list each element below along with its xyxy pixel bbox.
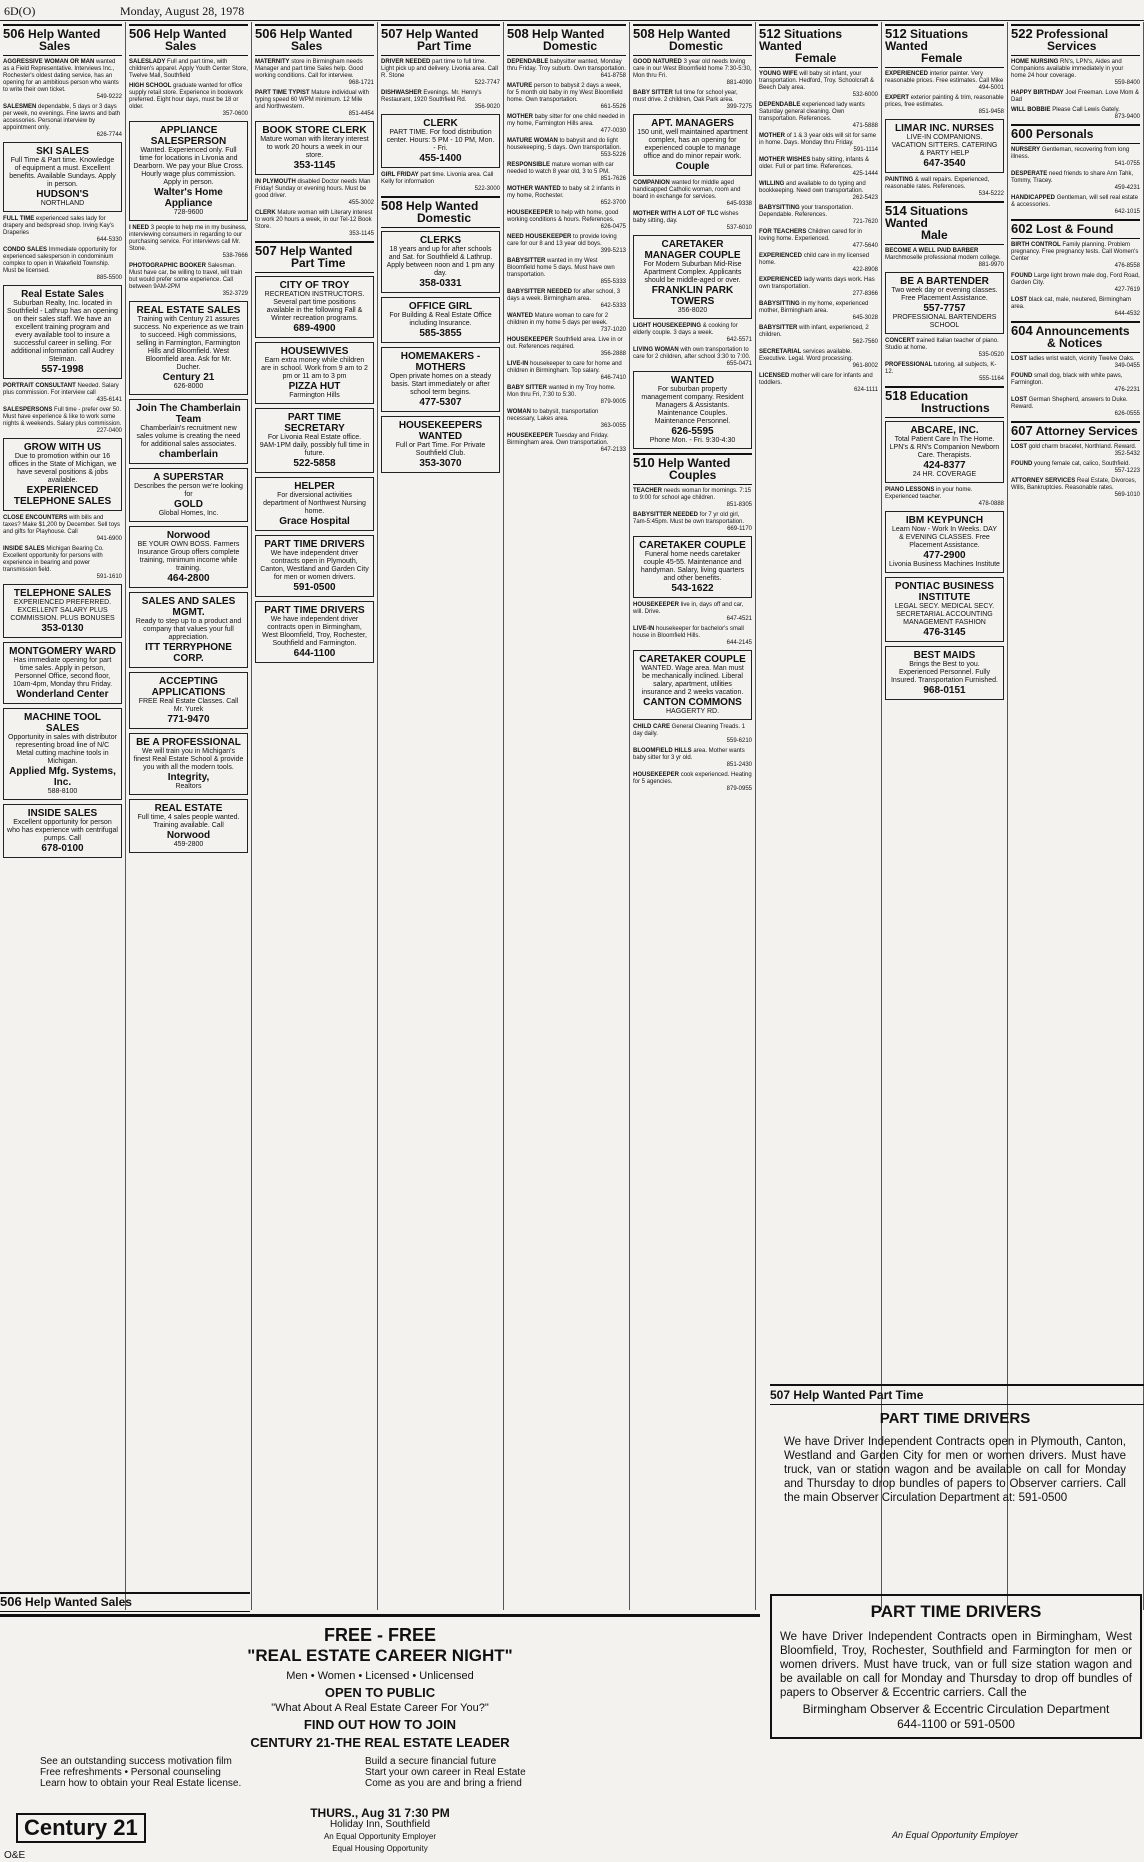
classified-ad: LOST gold charm bracelet, Northland. Reward. 352-5432 xyxy=(1011,444,1140,457)
drivers-ad-1 xyxy=(770,1410,1140,1505)
career-bullets xyxy=(40,1756,680,1789)
classified-ad: HOUSEKEEPER live in, days off and car, will. Drive. 647-4521 xyxy=(633,602,752,622)
display-ad: Join The Chamberlain Team Chamberlain's recruitment new sales volume is creating the need for additional sales associates. chamberlain xyxy=(129,399,248,464)
section-head: 506 Help Wanted Sales xyxy=(129,24,248,56)
classified-ad: IN PLYMOUTH disabled Doctor needs Man Friday! Sunday or evening hours. Must be good driver. 455-3002 xyxy=(255,179,374,206)
classified-ad: EXPERT exterior painting & trim, reasonable prices, free estimates. 851-9458 xyxy=(885,95,1004,115)
career-event xyxy=(260,1807,500,1855)
classified-ad: PIANO LESSONS in your home. Experienced teacher. 478-0888 xyxy=(885,487,1004,507)
classified-ad: PHOTOGRAPHIC BOOKER Salesman. Must have car, be willing to travel, will train but would prefer some experience. Call between 9AM-2PM 352-3729 xyxy=(129,263,248,297)
classified-ad: SALESLADY Full and part time, with children's apparel. Apply Youth Center Store, Twelve Mall, Southfield xyxy=(129,59,248,79)
display-ad: REAL ESTATE Full time, 4 sales people wanted. Training available. Call Norwood 459-2800 xyxy=(129,799,248,853)
section-head: 518 Education Instructions xyxy=(885,386,1004,418)
classified-ad: COMPANION wanted for middle aged handicapped Catholic woman, room and board in exchange for services. 645-9338 xyxy=(633,180,752,207)
section-head: 600 Personals xyxy=(1011,124,1140,144)
display-ad: APPLIANCE SALESPERSON Wanted. Experienced only. Full time for locations in Livonia and Dearborn. We pay your Blue Cross. Hourly wage plus commission. Apply in person. Walter's Home Appliance 728-9600 xyxy=(129,121,248,221)
classified-ad: WILL BOBBIE Please Call Lewis Gately. 873-9400 xyxy=(1011,107,1140,120)
display-ad: WANTED For suburban property management company. Resident Managers & Assistants. Maintenance Couples. Maintenance Personnel. 626-5595 Phone Mon. - Fri. 9:30-4:30 xyxy=(633,371,752,449)
display-ad: TELEPHONE SALES EXPERIENCED PREFERRED. EXCELLENT SALARY PLUS COMMISSION. PLUS BONUSES 353-0130 xyxy=(3,584,122,638)
classified-ad: BECOME A WELL PAID BARBER Marchmoselle professional modern college. 881-9970 xyxy=(885,248,1004,268)
section-head: 508 Help Wanted Domestic xyxy=(633,24,752,56)
career-company: CENTURY 21-THE REAL ESTATE LEADER xyxy=(250,1735,510,1750)
drivers-ad-2-title: PART TIME DRIVERS xyxy=(870,1602,1042,1621)
classified-ad: HOUSEKEEPER cook experienced. Heating for 5 agencies. 879-0955 xyxy=(633,772,752,792)
career-event-time: THURS., Aug 31 7:30 PM xyxy=(310,1806,450,1820)
drivers-ad-2-dept: Birmingham Observer & Eccentric Circulation Department xyxy=(802,1702,1110,1716)
classified-ad: DEPENDABLE experienced lady wants Saturday general cleaning. Own transportation. References. 471-5888 xyxy=(759,102,878,129)
display-ad: A SUPERSTAR Describes the person we're looking for GOLD Global Homes, Inc. xyxy=(129,468,248,522)
display-ad: ACCEPTING APPLICATIONS FREE Real Estate Classes. Call Mr. Yurek 771-9470 xyxy=(129,672,248,729)
classified-ad: CONDO SALES Immediate opportunity for experienced salesperson in condominium complex to open in Wakefield Township. Must be licensed. 885-5500 xyxy=(3,247,122,281)
career-find: FIND OUT HOW TO JOIN xyxy=(303,1717,457,1732)
classified-ad: DRIVER NEEDED part time to full time. Light pick up and delivery. Livonia area. Call R. Stone 522-7747 xyxy=(381,59,500,86)
classified-ad: SALESMEN dependable, 5 days or 3 days per week, no evenings. Fine lawns and bath accessories. Personal interview by appointment only. 626-7744 xyxy=(3,104,122,138)
section-head: 514 Situations Wanted Male xyxy=(885,201,1004,245)
display-ad: CLERKS 18 years and up for after schools and Sat. for Southfield & Lathrup. Apply between noon and 1 pm any day. 358-0331 xyxy=(381,231,500,293)
display-ad: APT. MANAGERS 150 unit, well maintained apartment complex, has an opening for experienced couple to manage office and do minor repair work. Couple xyxy=(633,114,752,176)
classified-ad: NURSERY Gentleman, recovering from long illness. 541-0755 xyxy=(1011,147,1140,167)
display-ad: CITY OF TROY RECREATION INSTRUCTORS. Several part time positions available in the following Fall & Winter recreation programs. 689-4900 xyxy=(255,276,374,338)
column-9 xyxy=(1008,22,1144,1610)
classified-ad: LIGHT HOUSEKEEPING & cooking for elderly couple. 3 days a week. 642-5571 xyxy=(633,323,752,343)
drivers-ad-1-title: PART TIME DRIVERS xyxy=(879,1410,1031,1427)
classified-ad: BABYSITTING in my home, experienced mother, Birmingham area. 645-3028 xyxy=(759,301,878,321)
career-venue: Holiday Inn, Southfield xyxy=(329,1819,431,1830)
drivers-ad-2-body: We have Driver Independent Contracts open in Birmingham, West Bloomfield, Troy, Rochester, Southfield and Farmington for men or women drivers. Must have truck, van or full size station wagon and be available on call for Monday and Thursday to drop off bundles of papers to Observer & Eccentric carriers. Call the xyxy=(780,1631,1132,1699)
classified-ad: AGGRESSIVE WOMAN OR MAN wanted as a Field Representative. Interviews Inc., Rochester's oldest dating service, has an opening for an ambitious person who wants to write their own ticket. 549-9222 xyxy=(3,59,122,100)
classified-ad: MATERNITY store in Birmingham needs Manager and part time Sales help. Good working conditions. Call for interview. 968-1721 xyxy=(255,59,374,86)
page-folio: 6D(O) xyxy=(4,4,36,18)
classified-ad: FOUND Large light brown male dog, Ford Road, Garden City. 427-7619 xyxy=(1011,273,1140,293)
classified-ad: FULL TIME experienced sales lady for drapery and bedspread shop. Irving Kay's Draperies 644-5330 xyxy=(3,216,122,243)
classified-ad: LIVE-IN housekeeper for bachelor's small house in Bloomfield Hills. 644-2145 xyxy=(633,626,752,646)
classified-ad: WOMAN to babysit, transportation necessary, Lakes area. 363-0055 xyxy=(507,409,626,429)
display-ad: LIMAR INC. NURSES LIVE-IN COMPANIONS. VACATION SITTERS. CATERING & PARTY HELP 647-3540 xyxy=(885,119,1004,173)
classified-ad: HOME NURSING RN's, LPN's, Aides and Companions available immediately in your home 24 hour coverage. 559-8400 xyxy=(1011,59,1140,86)
career-bullet: Start your own career in Real Estate xyxy=(365,1767,526,1778)
display-ad: OFFICE GIRL For Building & Real Estate Office including Insurance. 585-3855 xyxy=(381,297,500,343)
classified-ad: LOST ladies wrist watch, vicinity Twelve Oaks. 349-0455 xyxy=(1011,356,1140,369)
career-eoe: An Equal Opportunity Employer xyxy=(323,1832,437,1841)
drivers-ad-1-body: We have Driver Independent Contracts open in Plymouth, Canton, Westland and Garden City for men or women drivers. Must have truck, van or station wagon and be available on call for Monday and Thursday to drop bundles of papers to Observer carriers. Call the main Observer Circulation Department at: 591-0500 xyxy=(784,1436,1126,1504)
display-ad: PART TIME DRIVERS We have independent driver contracts open in Birmingham, West Bloomfield, Troy, Rochester, Southfield and Farmington. 644-1100 xyxy=(255,601,374,663)
display-ad: HOMEMAKERS - MOTHERS Open private homes on a steady basis. Start immediately or after school term begins. 477-5307 xyxy=(381,347,500,412)
column-8 xyxy=(882,22,1008,1610)
classified-ad: MOTHER WITH A LOT OF TLC wishes baby sitting, day. 537-6010 xyxy=(633,211,752,231)
display-ad: SALES AND SALES MGMT. Ready to step up to a product and company that values your full appreciation. ITT TERRYPHONE CORP. xyxy=(129,592,248,668)
career-headline: "REAL ESTATE CAREER NIGHT" xyxy=(247,1646,513,1665)
career-bullet: Free refreshments • Personal counseling xyxy=(40,1767,221,1778)
display-ad: MONTGOMERY WARD Has immediate opening for part time sales. Apply in person, Personnel Office, second floor, 10am-4pm, Monday thru Friday. Wonderland Center xyxy=(3,642,122,704)
classified-ad: HAPPY BIRTHDAY Joel Freeman. Love Mom & Dad xyxy=(1011,90,1140,103)
career-night-ad xyxy=(0,1614,760,1857)
section-head: 507 Help Wanted Part Time xyxy=(381,24,500,56)
section-head: 506 Help Wanted Sales xyxy=(255,24,374,56)
classified-ad: MATURE person to babysit 2 days a week, for 5 month old baby in my West Bloomfield home. Own transportation. 661-5526 xyxy=(507,83,626,110)
classified-ad: HANDICAPPED Gentleman, will sell real estate & accessories. 642-1015 xyxy=(1011,195,1140,215)
section-head: 602 Lost & Found xyxy=(1011,219,1140,239)
classified-ad: BABY SITTER full time for school year, must drive. 2 children, Oak Park area. 399-7275 xyxy=(633,90,752,110)
classified-ad: SALESPERSONS Full time - prefer over 50. Must have experience & like to work some nights & weekends. Salary plus commission. 227-0400 xyxy=(3,407,122,434)
column-2 xyxy=(126,22,252,1610)
classified-ad: BIRTH CONTROL Family planning. Problem pregnancy. Free pregnancy tests. Call Women's Center 476-8558 xyxy=(1011,242,1140,269)
display-ad: BOOK STORE CLERK Mature woman with literary interest to work 20 hours a week in our store. 353-1145 xyxy=(255,121,374,175)
column-1 xyxy=(0,22,126,1610)
career-housing: Equal Housing Opportunity xyxy=(332,1844,428,1853)
classified-ad: PAINTING & wall repairs. Experienced, reasonable rates. References. 534-5222 xyxy=(885,177,1004,197)
classified-ad: BABYSITTER NEEDED for 7 yr old girl, 7am-5:45pm. Must be own transportation. 669-1170 xyxy=(633,512,752,532)
classified-ad: PROFESSIONAL tutoring, all subjects, K-12. 555-1164 xyxy=(885,362,1004,382)
page-footer-code: O&E xyxy=(4,1850,26,1861)
display-ad: HELPER For diversional activities department of Northwest Nursing home. Grace Hospital xyxy=(255,477,374,531)
classified-ad: LICENSED mother will care for infants and toddlers. 624-1111 xyxy=(759,373,878,393)
career-question: "What About A Real Estate Career For You?" xyxy=(271,1702,489,1714)
display-ad: HOUSEWIVES Earn extra money while children are in school. Work from 9 am to 2 pm or 11 am to 3 pm PIZZA HUT Farmington Hills xyxy=(255,342,374,404)
classified-ad: FOUND small dog, black with white paws, Farmington. 476-2231 xyxy=(1011,373,1140,393)
classified-ad: CHILD CARE General Cleaning Treads. 1 day daily. 559-6210 xyxy=(633,724,752,744)
career-who: Men • Women • Licensed • Unlicensed xyxy=(286,1670,474,1682)
classified-ad: MOTHER baby sitter for one child needed in my home, Farmington Hills area. 477-0030 xyxy=(507,114,626,134)
section-head: 512 Situations Wanted Female xyxy=(759,24,878,68)
classified-ad: BABYSITTER NEEDED for after school, 3 days a week. Birmingham area. 642-5333 xyxy=(507,289,626,309)
classified-ad: MATURE WOMAN to babysit and do light housekeeping, 5 days. Own transportation. 553-5226 xyxy=(507,138,626,158)
classified-ad: FOR TEACHERS Children cared for in loving home. Experienced. 477-5640 xyxy=(759,229,878,249)
display-ad: IBM KEYPUNCH Learn Now - Work In Weeks. DAY & EVENING CLASSES. Free Placement Assistance. 477-2900 Livonia Business Machines Institute xyxy=(885,511,1004,573)
classified-ad: SECRETARIAL services available. Executive. Legal. Word processing. 961-8002 xyxy=(759,349,878,369)
part-time-section-head: 507 Help Wanted Part Time xyxy=(770,1384,1144,1405)
display-ad: HOUSEKEEPERS WANTED Full or Part Time. For Private Southfield Club. 353-3070 xyxy=(381,416,500,473)
classified-ad: PORTRAIT CONSULTANT Needed. Salary plus commission. For interview call 435-6141 xyxy=(3,383,122,403)
career-open: OPEN TO PUBLIC xyxy=(324,1685,436,1700)
classified-ad: WANTED Mature woman to care for 2 children in my home 5 days per week. 737-1020 xyxy=(507,313,626,333)
classified-ad: HOUSEKEEPER Tuesday and Friday. Birmingham area. Own transportation. 647-2133 xyxy=(507,433,626,453)
drivers-ad-2-eoe: An Equal Opportunity Employer xyxy=(891,1830,1019,1840)
page-header xyxy=(0,0,1144,21)
career-bullet: See an outstanding success motivation film xyxy=(40,1756,232,1767)
classified-ad: MOTHER of 1 & 3 year olds will sit for same in home. Days. Monday thru Friday. 591-1114 xyxy=(759,133,878,153)
classified-ad: CLERK Mature woman with Literary interest to work 20 hours a week, in our Tel-12 Book Store. 353-1145 xyxy=(255,210,374,237)
column-3 xyxy=(252,22,378,1610)
classified-ad: PART TIME TYPIST Mature individual with typing speed 60 WPM minimum. 12 Mile and Northwestern. 851-4454 xyxy=(255,90,374,117)
classified-ad: EXPERIENCED child care in my licensed home. 422-8908 xyxy=(759,253,878,273)
display-ad: PART TIME SECRETARY For Livonia Real Estate office. 9AM-1PM daily, possibly full time in future. 522-5858 xyxy=(255,408,374,473)
classified-ad: BLOOMFIELD HILLS area. Mother wants baby sitter for 3 yr old. 851-2430 xyxy=(633,748,752,768)
section-head: 604 Announcements & Notices xyxy=(1011,321,1140,353)
column-7 xyxy=(756,22,882,1610)
section-head: 507 Help Wanted Part Time xyxy=(255,241,374,273)
display-ad: PONTIAC BUSINESS INSTITUTE LEGAL SECY. MEDICAL SECY. SECRETARIAL ACCOUNTING MANAGEMENT FASHION 476-3145 xyxy=(885,577,1004,642)
display-ad: BE A PROFESSIONAL We will train you in Michigan's finest Real Estate School & provide you with all the modern tools. Integrity, Realtors xyxy=(129,733,248,795)
classified-ad: GOOD NATURED 3 year old needs loving care in our West Bloomfield home 7:30-5:30, Mon thru Fri. 881-4090 xyxy=(633,59,752,86)
display-ad: Norwood BE YOUR OWN BOSS. Farmers Insurance Group offers complete training, minimum income while training. 464-2800 xyxy=(129,526,248,588)
classified-ad: LIVE-IN housekeeper to care for home and children in Birmingham. Top salary. 646-7410 xyxy=(507,361,626,381)
classified-ad: BABYSITTER with infant, experienced, 2 children. 562-7560 xyxy=(759,325,878,345)
section-head: 506 Help Wanted Sales xyxy=(3,24,122,56)
drivers-ad-2 xyxy=(770,1594,1142,1739)
classified-ad: MOTHER WISHES baby sitting, infants & older. Full or part time. References. 425-1444 xyxy=(759,157,878,177)
classified-ad: YOUNG WIFE will baby sit infant, your transportation. Hedford, Troy. Schoolcraft & Beech Daly area. 532-6000 xyxy=(759,71,878,98)
display-ad: REAL ESTATE SALES Training with Century 21 assures success. No experience as we train to succeed. High commissions, selling in Farmington, Farmington Hills and Bloomfield. West Bloomfield area. Ask for Mr. Ducher. Century 21 626-8000 xyxy=(129,301,248,395)
career-bullet: Learn how to obtain your Real Estate license. xyxy=(40,1778,242,1789)
classified-ad: BABYSITTING your transportation. Dependable. References. 721-7620 xyxy=(759,205,878,225)
classified-ad: WILLING and available to do typing and bookkeeping. Need own transportation. 262-5423 xyxy=(759,181,878,201)
classified-ad: DESPERATE need friends to share Ann Tahk, Tommy, Tracey. 459-4231 xyxy=(1011,171,1140,191)
classified-ad: TEACHER needs woman for mornings. 7:15 to 9:00 for school age children. 851-8305 xyxy=(633,488,752,508)
section-head: 508 Help Wanted Domestic xyxy=(381,196,500,228)
display-ad: BE A BARTENDER Two week day or evening classes. Free Placement Assistance. 557-7757 PROFESSIONAL BARTENDERS SCHOOL xyxy=(885,272,1004,334)
classified-ad: EXPERIENCED interior painter. Very reasonable prices. Free estimates. Call Mike 494-5001 xyxy=(885,71,1004,91)
display-ad: CARETAKER COUPLE WANTED. Wage area. Man must be mechanically inclined. Liberal salary, apartment, utilities insurance and 2 weeks vacation. CANTON COMMONS HAGGERTY RD. xyxy=(633,650,752,720)
section-head: 607 Attorney Services xyxy=(1011,421,1140,441)
display-ad: GROW WITH US Due to promotion within our 16 offices in the State of Michigan, we have several positions & jobs available. EXPERIENCED TELEPHONE SALES xyxy=(3,438,122,511)
display-ad: CLERK PART TIME. For food distribution center. Hours: 5 PM - 10 PM, Mon. - Fri. 455-1400 xyxy=(381,114,500,168)
classified-ad: CLOSE ENCOUNTERS with bills and taxes? Make $1,200 by December. Sell toys and gifts for Playhouse. Call 941-6900 xyxy=(3,515,122,542)
display-ad: SKI SALES Full Time & Part time. Knowledge of equipment a must. Excellent benefits. Available Sundays. Apply in person. HUDSON'S NORTHLAND xyxy=(3,142,122,212)
display-ad: CARETAKER COUPLE Funeral home needs caretaker couple 45-55. Maintenance and handyman. Salary, living quarters and other benefits. 543-1622 xyxy=(633,536,752,598)
column-5 xyxy=(504,22,630,1610)
classified-ad: HOUSEKEEPER Southfield area. Live in or out. References required. 356-2888 xyxy=(507,337,626,357)
bottom-section-head: 506 Help Wanted Sales xyxy=(0,1592,250,1612)
section-head: 510 Help Wanted Couples xyxy=(633,453,752,485)
classified-columns xyxy=(0,22,1144,1610)
drivers-ad-2-phones: 644-1100 or 591-0500 xyxy=(897,1717,1015,1731)
classified-ad: EXPERIENCED lady wants days work. Has own transportation. 277-8366 xyxy=(759,277,878,297)
page-date: Monday, August 28, 1978 xyxy=(120,4,245,18)
classified-ad: CONCERT trained Italian teacher of piano. Studio at home. 535-0520 xyxy=(885,338,1004,358)
classified-ad: DEPENDABLE babysitter wanted, Monday thru Friday. Troy suburb. Own transportation. 641-8758 xyxy=(507,59,626,79)
section-head: 508 Help Wanted Domestic xyxy=(507,24,626,56)
career-free: FREE - FREE xyxy=(323,1625,436,1645)
column-6 xyxy=(630,22,756,1610)
classified-ad: INSIDE SALES Michigan Bearing Co. Excellent opportunity for persons with experience in bearing and power transmission field. 591-1610 xyxy=(3,546,122,580)
classified-ad: BABYSITTER wanted in my West Bloomfield home 5 days. Must have own transportation. 855-5333 xyxy=(507,258,626,285)
classified-ad: RESPONSIBLE mature woman with car needed to watch 8 year old, 3 to 5 PM. 851-7626 xyxy=(507,162,626,182)
classified-ad: I NEED 3 people to help me in my business, interviewing consumers in regarding to our purchasing service. For interviews call Mr. Stone. 538-7666 xyxy=(129,225,248,259)
classified-ad: FOUND young female cat, calico, Southfield. 557-1223 xyxy=(1011,461,1140,474)
display-ad: ABCARE, INC. Total Patient Care In The Home. LPN's & RN's Companion Newborn Care. Therapists. 424-8377 24 HR. COVERAGE xyxy=(885,421,1004,483)
display-ad: MACHINE TOOL SALES Opportunity in sales with distributor representing broad line of N/C Metal cutting machine tools in Michigan. Applied Mfg. Systems, Inc. 588-8100 xyxy=(3,708,122,800)
classified-ad: MOTHER WANTED to baby sit 2 infants in my home, Rochester. 652-3700 xyxy=(507,186,626,206)
classified-ad: LIVING WOMAN with own transportation to care for 2 children, after school 3:30 to 7:00. 655-0471 xyxy=(633,347,752,367)
classified-ad: GIRL FRIDAY part time. Livonia area. Call Kelly for information 522-3000 xyxy=(381,172,500,192)
career-bullet: Build a secure financial future xyxy=(365,1756,497,1767)
display-ad: CARETAKER MANAGER COUPLE For Modern Suburban Mid-Rise Apartment Complex. Applicants should be middle-aged or over. FRANKLIN PARK TOWERS 356-8020 xyxy=(633,235,752,319)
section-head: 522 Professional Services xyxy=(1011,24,1140,56)
column-4 xyxy=(378,22,504,1610)
classified-ad: HOUSEKEEPER to help with home, good working conditions & hours. References. 626-0475 xyxy=(507,210,626,230)
classified-ad: ATTORNEY SERVICES Real Estate, Divorces, Wills, Bankruptcies. Reasonable rates. 569-1010 xyxy=(1011,478,1140,498)
display-ad: Real Estate Sales Suburban Realty, Inc. located in Southfield - Lathrup has an opening on their sales staff. We have an excellent training program and every available tool to insure a successful career in selling. For additional information call Audrey Steiman. 557-1998 xyxy=(3,285,122,379)
section-head: 512 Situations Wanted Female xyxy=(885,24,1004,68)
classified-ad: BABY SITTER wanted in my Troy home. Mon thru Fri, 7:30 to 5:30. 879-9005 xyxy=(507,385,626,405)
display-ad: PART TIME DRIVERS We have independent driver contracts open in Plymouth, Canton, Westland and Garden City for men or women drivers. 591-0500 xyxy=(255,535,374,597)
career-bullet: Come as you are and bring a friend xyxy=(365,1778,522,1789)
classified-ad: DISHWASHER Evenings. Mr. Henry's Restaurant, 1920 Southfield Rd. 356-9020 xyxy=(381,90,500,110)
classified-ad: NEED HOUSEKEEPER to provide loving care for our 8 and 13 year old boys. 399-5213 xyxy=(507,234,626,254)
display-ad: INSIDE SALES Excellent opportunity for person who has experience with centrifugal pumps. Call 678-0100 xyxy=(3,804,122,858)
classified-ad: LOST black cat, male, neutered, Birmingham area. 644-4532 xyxy=(1011,297,1140,317)
display-ad: BEST MAIDS Brings the Best to you. Experienced Personnel. Fully Insured. Transportation Furnished. 968-0151 xyxy=(885,646,1004,700)
classified-ad: HIGH SCHOOL graduate wanted for office supply retail store. Experience in bookwork preferred. Eight hour days, must be 18 or older. 357-0600 xyxy=(129,83,248,117)
classified-ad: LOST German Shepherd, answers to Duke. Reward. 626-0555 xyxy=(1011,397,1140,417)
century21-logo: Century 21 xyxy=(16,1813,146,1843)
